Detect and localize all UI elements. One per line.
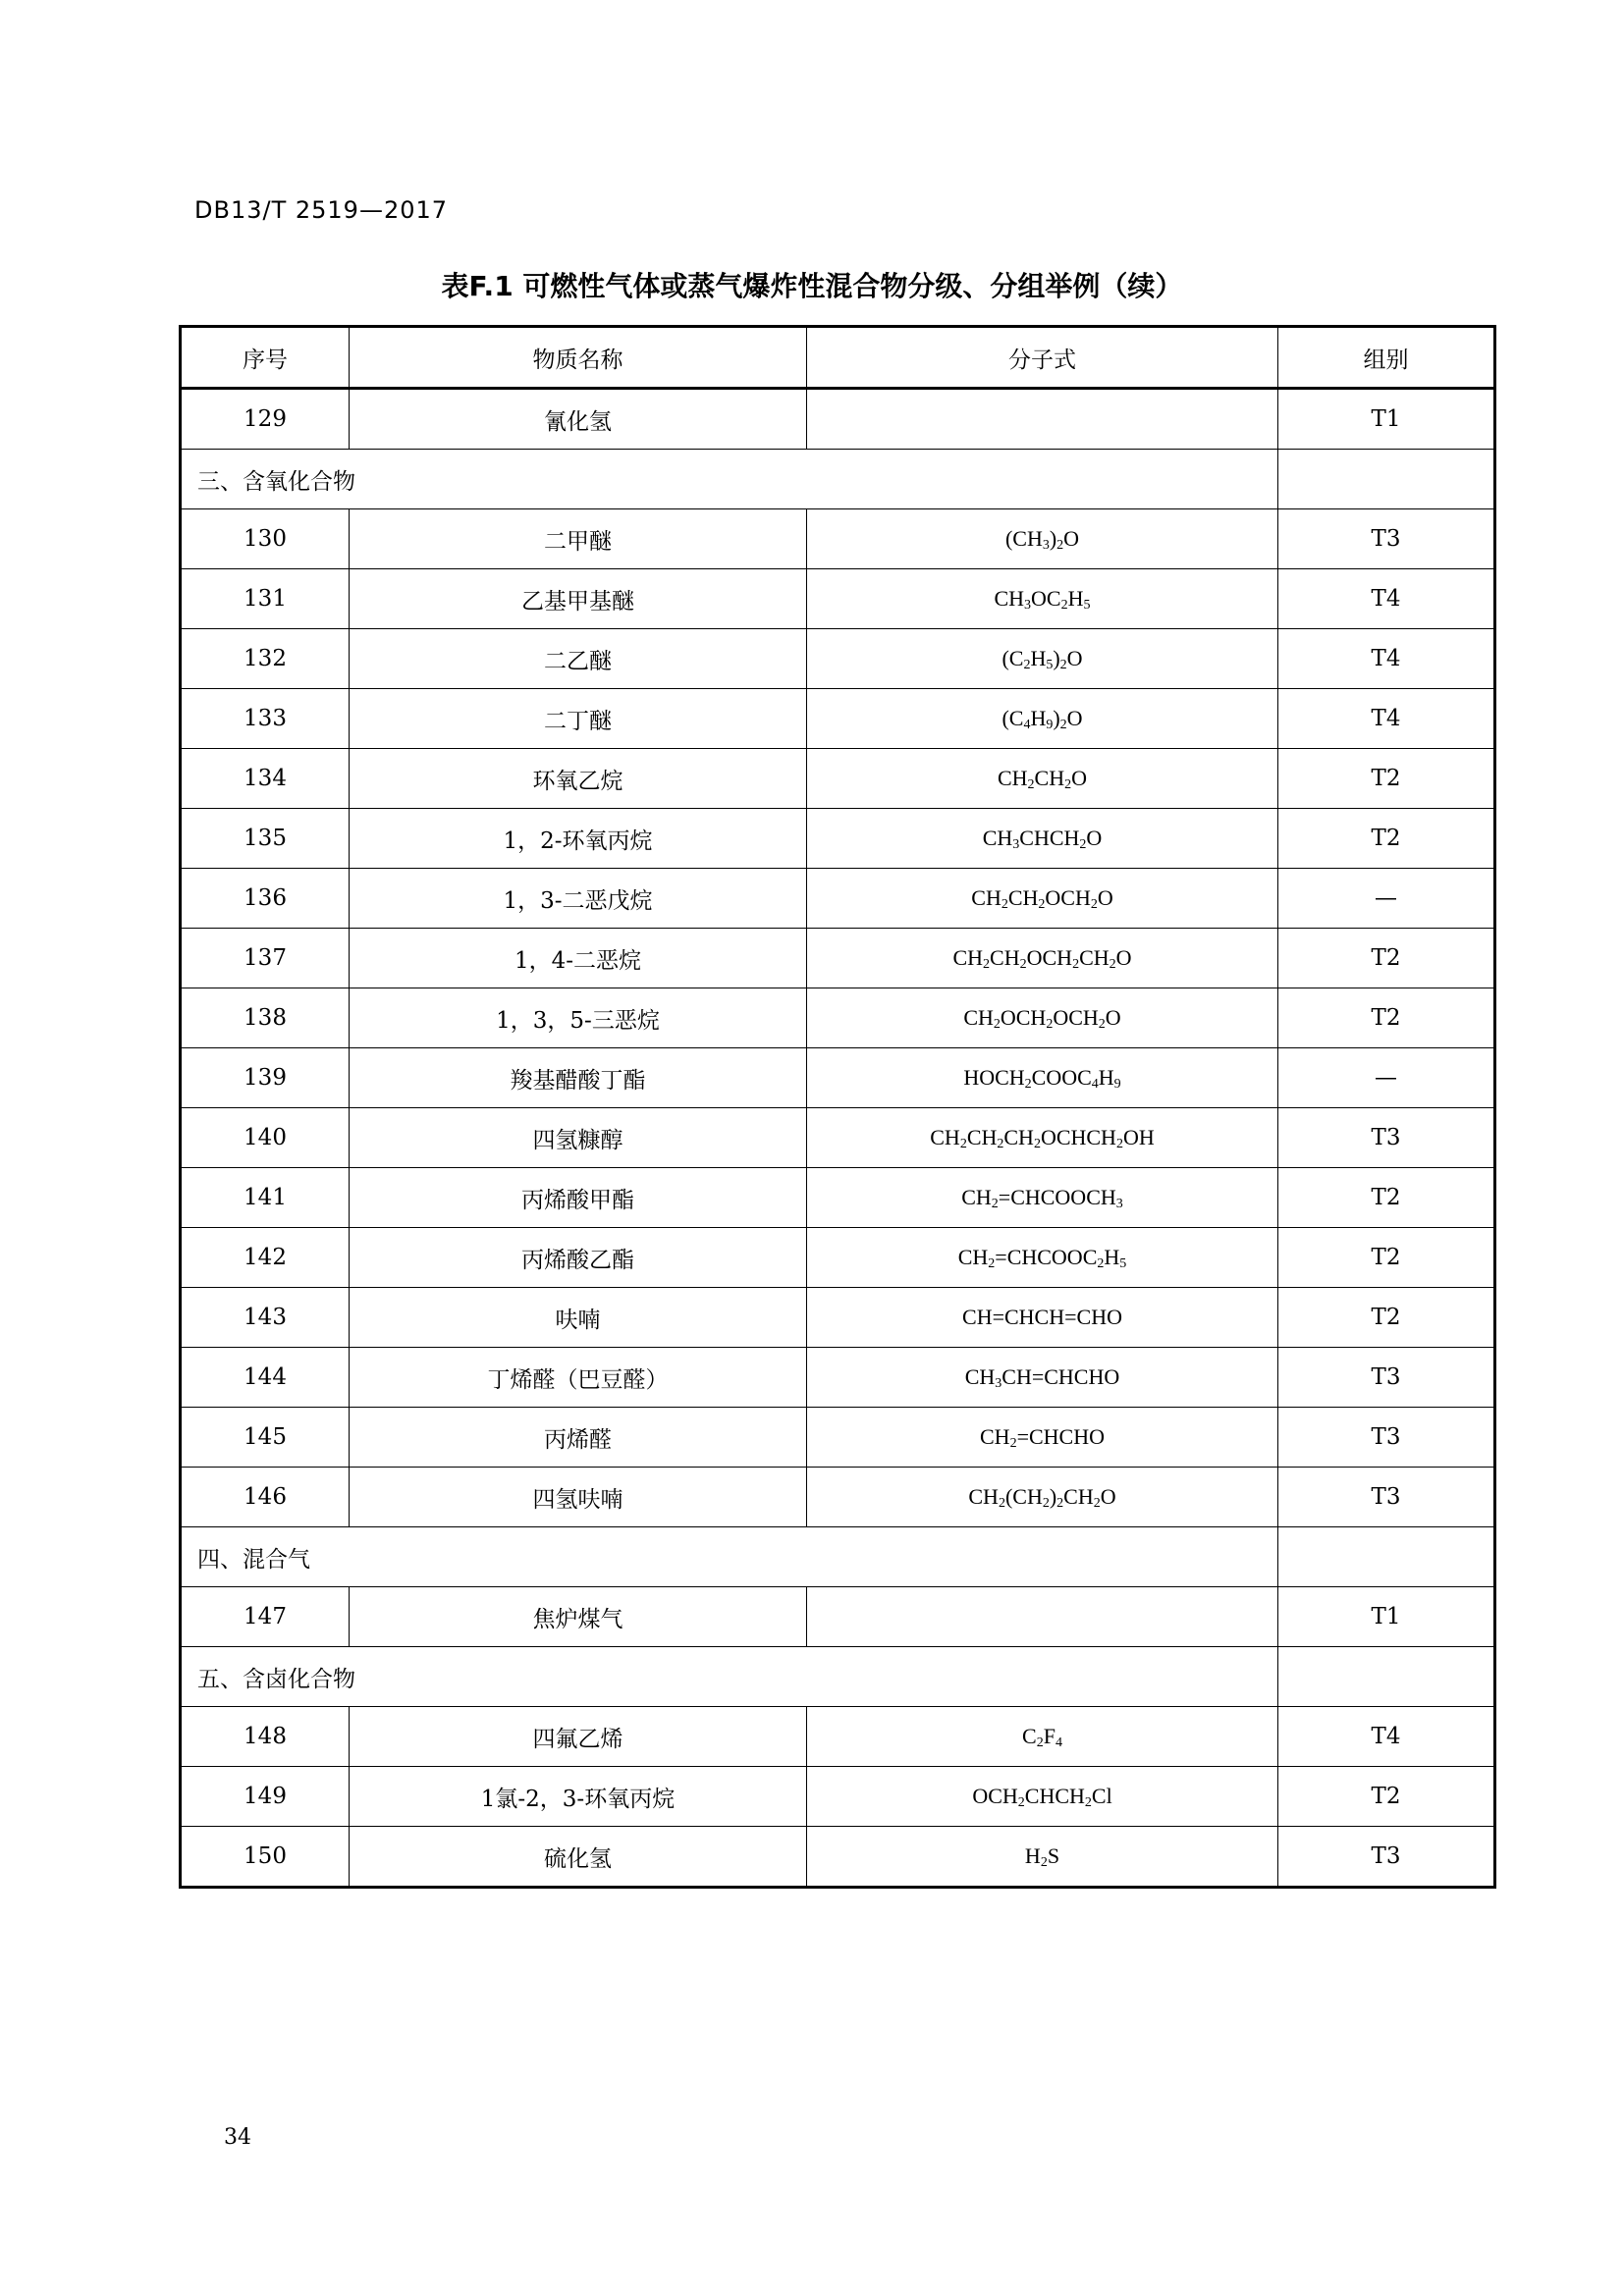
table-section-row [181,1527,1495,1587]
cell-molecular-formula: $CH_3OC_2H_5$ [807,569,1278,629]
table-row [181,689,1495,749]
cell-molecular-formula [807,1587,1278,1647]
cell-substance-name: 乙基甲基醚 [350,569,807,629]
table-row [181,1108,1495,1168]
classification-table [179,325,1496,1889]
cell-substance-name: 四氢糠醇 [350,1108,807,1168]
cell-substance-name: 丙烯酸乙酯 [350,1228,807,1288]
cell-substance-name: 1氯-2，3-环氧丙烷 [350,1767,807,1827]
cell-group: T4 [1278,569,1495,629]
cell-number: 149 [181,1767,350,1827]
table-row [181,1288,1495,1348]
column-header-number: 序号 [181,327,350,389]
table-row [181,509,1495,569]
cell-group: T1 [1278,389,1495,450]
table-body [181,389,1495,1888]
cell-substance-name: 羧基醋酸丁酯 [350,1048,807,1108]
cell-number: 143 [181,1288,350,1348]
cell-group: T2 [1278,1228,1495,1288]
cell-molecular-formula [807,389,1278,450]
table-row [181,389,1495,450]
table-row [181,749,1495,809]
cell-substance-name: 1，4-二恶烷 [350,929,807,988]
cell-molecular-formula: $(C_4H_9)_2O$ [807,689,1278,749]
cell-molecular-formula: $HOCH_2COOC_4H_9$ [807,1048,1278,1108]
table-title: 表F.1 可燃性气体或蒸气爆炸性混合物分级、分组举例（续） [441,270,1183,302]
cell-group: T2 [1278,1168,1495,1228]
table-header-row [181,327,1495,389]
cell-substance-name: 1，3，5-三恶烷 [350,988,807,1048]
section-empty-cell [1278,1527,1495,1587]
cell-group: T4 [1278,1707,1495,1767]
column-header-group: 组别 [1278,327,1495,389]
cell-substance-name: 四氟乙烯 [350,1707,807,1767]
cell-number: 144 [181,1348,350,1408]
cell-group: T3 [1278,1408,1495,1468]
table-row [181,1048,1495,1108]
cell-group: T3 [1278,1468,1495,1527]
cell-number: 150 [181,1827,350,1888]
table-section-row [181,1647,1495,1707]
table-row [181,1168,1495,1228]
cell-group: T2 [1278,1767,1495,1827]
table-row [181,1408,1495,1468]
cell-number: 132 [181,629,350,689]
cell-molecular-formula: $CH_2=CHCHO$ [807,1408,1278,1468]
section-empty-cell [1278,450,1495,509]
cell-molecular-formula: CH=CHCH=CHO [807,1288,1278,1348]
classification-table-container [179,325,1493,1889]
cell-substance-name: 1，3-二恶戊烷 [350,869,807,929]
cell-group: T3 [1278,1827,1495,1888]
cell-number: 146 [181,1468,350,1527]
cell-substance-name: 硫化氢 [350,1827,807,1888]
table-row [181,1587,1495,1647]
table-row [181,869,1495,929]
cell-molecular-formula: $CH_2CH_2OCH_2CH_2O$ [807,929,1278,988]
cell-number: 135 [181,809,350,869]
table-row [181,929,1495,988]
cell-number: 139 [181,1048,350,1108]
cell-number: 130 [181,509,350,569]
cell-number: 138 [181,988,350,1048]
table-row [181,1228,1495,1288]
cell-number: 141 [181,1168,350,1228]
cell-group: T2 [1278,988,1495,1048]
cell-number: 148 [181,1707,350,1767]
cell-molecular-formula: $CH_2=CHCOOC_2H_5$ [807,1228,1278,1288]
section-empty-cell [1278,1647,1495,1707]
cell-number: 136 [181,869,350,929]
cell-number: 134 [181,749,350,809]
cell-substance-name: 丁烯醛（巴豆醛） [350,1348,807,1408]
cell-substance-name: 氰化氢 [350,389,807,450]
cell-number: 131 [181,569,350,629]
cell-molecular-formula: $CH_2=CHCOOCH_3$ [807,1168,1278,1228]
table-row [181,1827,1495,1888]
table-row [181,569,1495,629]
cell-group: T2 [1278,929,1495,988]
table-row [181,1468,1495,1527]
cell-group: T3 [1278,509,1495,569]
section-label: 四、混合气 [181,1527,1278,1587]
cell-group: T3 [1278,1108,1495,1168]
cell-substance-name: 二甲醚 [350,509,807,569]
cell-group: — [1278,1048,1495,1108]
cell-group: T4 [1278,629,1495,689]
cell-number: 140 [181,1108,350,1168]
page-number: 34 [224,2125,251,2150]
table-row [181,1707,1495,1767]
cell-substance-name: 丙烯酸甲酯 [350,1168,807,1228]
cell-molecular-formula: $CH_2(CH_2)_2CH_2O$ [807,1468,1278,1527]
cell-molecular-formula: $CH_2CH_2O$ [807,749,1278,809]
table-row [181,1767,1495,1827]
cell-molecular-formula: $C_2F_4$ [807,1707,1278,1767]
column-header-molecular-formula: 分子式 [807,327,1278,389]
cell-molecular-formula: $CH_3CH=CHCHO$ [807,1348,1278,1408]
cell-substance-name: 四氢呋喃 [350,1468,807,1527]
cell-number: 137 [181,929,350,988]
cell-group: T3 [1278,1348,1495,1408]
cell-group: T1 [1278,1587,1495,1647]
cell-substance-name: 二丁醚 [350,689,807,749]
cell-number: 142 [181,1228,350,1288]
cell-substance-name: 二乙醚 [350,629,807,689]
cell-group: T4 [1278,689,1495,749]
cell-molecular-formula: $CH_2CH_2CH_2OCHCH_2OH$ [807,1108,1278,1168]
table-row [181,809,1495,869]
cell-molecular-formula: $CH_3CHCH_2O$ [807,809,1278,869]
cell-molecular-formula: $(C_2H_5)_2O$ [807,629,1278,689]
cell-substance-name: 焦炉煤气 [350,1587,807,1647]
table-section-row [181,450,1495,509]
document-code: DB13/T 2519—2017 [194,196,449,224]
cell-group: T2 [1278,749,1495,809]
cell-substance-name: 1，2-环氧丙烷 [350,809,807,869]
cell-molecular-formula: $H_2S$ [807,1827,1278,1888]
cell-group: T2 [1278,809,1495,869]
cell-number: 133 [181,689,350,749]
cell-substance-name: 丙烯醛 [350,1408,807,1468]
cell-substance-name: 环氧乙烷 [350,749,807,809]
column-header-substance-name: 物质名称 [350,327,807,389]
cell-molecular-formula: $CH_2OCH_2OCH_2O$ [807,988,1278,1048]
table-row [181,629,1495,689]
table-row [181,1348,1495,1408]
table-row [181,988,1495,1048]
cell-number: 129 [181,389,350,450]
cell-group: — [1278,869,1495,929]
section-label: 三、含氧化合物 [181,450,1278,509]
cell-substance-name: 呋喃 [350,1288,807,1348]
cell-molecular-formula: $CH_2CH_2OCH_2O$ [807,869,1278,929]
cell-number: 147 [181,1587,350,1647]
cell-molecular-formula: $OCH_2CHCH_2Cl$ [807,1767,1278,1827]
cell-molecular-formula: $(CH_3)_2O$ [807,509,1278,569]
cell-group: T2 [1278,1288,1495,1348]
section-label: 五、含卤化合物 [181,1647,1278,1707]
cell-number: 145 [181,1408,350,1468]
